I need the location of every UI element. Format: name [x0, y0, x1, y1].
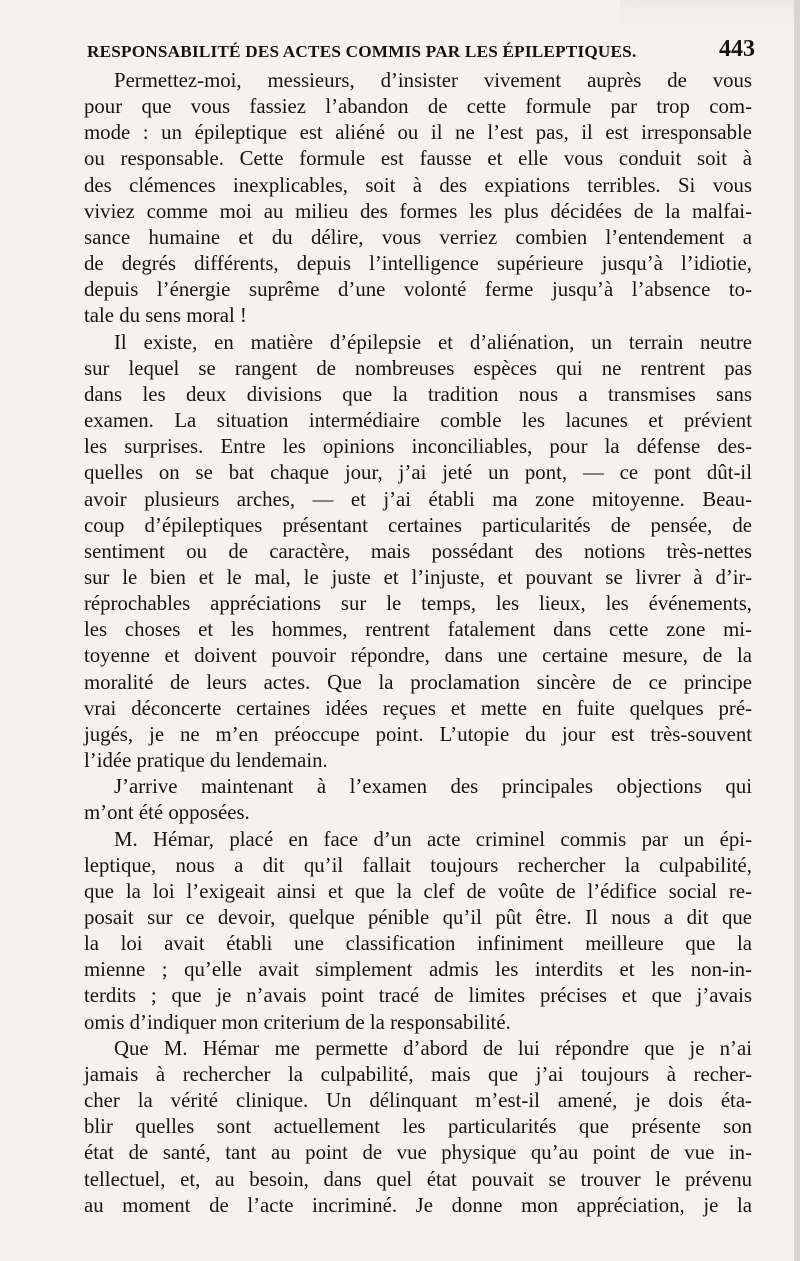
- text-line: examen. La situation intermédiaire comble les lacunes et prévient: [84, 409, 752, 433]
- text-line: coup d’épileptiques présentant certaines particularités de pensée, de: [84, 513, 752, 537]
- text-line: les choses et les hommes, rentrent fatalement dans cette zone mi-: [84, 618, 752, 642]
- text-line: blir quelles sont actuellement les particularités que présente son: [84, 1115, 752, 1139]
- text-line: quelles on se bat chaque jour, j’ai jeté un pont, — ce pont dût-il: [84, 461, 752, 485]
- text-line: vrai déconcerte certaines idées reçues et mette en fuite quelques pré-: [84, 696, 752, 720]
- text-line: sur lequel se rangent de nombreuses espèces qui ne rentrent pas: [84, 356, 752, 380]
- text-line: des clémences inexplicables, soit à des expiations terribles. Si vous: [84, 173, 752, 197]
- text-line: mienne ; qu’elle avait simplement admis les interdits et les non-in-: [84, 958, 752, 982]
- text-line: sur le bien et le mal, le juste et l’injuste, et pouvant se livrer à d’ir-: [84, 565, 752, 589]
- text-line: état de santé, tant au point de vue physique qu’au point de vue in-: [84, 1141, 752, 1165]
- text-line: omis d’indiquer mon criterium de la responsabilité.: [84, 1010, 511, 1034]
- text-line: sance humaine et du délire, vous verriez combien l’entendement a: [84, 225, 752, 249]
- text-line: terdits ; que je n’avais point tracé de limites précises et que j’avais: [84, 984, 752, 1008]
- text-line: de degrés différents, depuis l’intelligence supérieure jusqu’à l’idiotie,: [84, 252, 752, 276]
- text-line: tellectuel, et, au besoin, dans quel état pouvait se trouver le prévenu: [84, 1167, 752, 1191]
- text-line: Que M. Hémar me permette d’abord de lui répondre que je n’ai: [114, 1036, 752, 1060]
- text-line: réprochables appréciations sur le temps, les lieux, les événements,: [84, 592, 752, 616]
- text-line: Il existe, en matière d’épilepsie et d’aliénation, un terrain neutre: [114, 330, 752, 354]
- text-line: au moment de l’acte incriminé. Je donne mon appréciation, je la: [84, 1193, 752, 1217]
- text-line: tale du sens moral !: [84, 304, 247, 328]
- running-header: [87, 36, 755, 70]
- text-line: moralité de leurs actes. Que la proclamation sincère de ce principe: [84, 670, 752, 694]
- text-line: M. Hémar, placé en face d’un acte criminel commis par un épi-: [114, 827, 752, 851]
- body-text: [84, 68, 752, 1219]
- text-line: viviez comme moi au milieu des formes les plus décidées de la malfai-: [84, 199, 752, 223]
- text-line: leptique, nous a dit qu’il fallait toujours rechercher la culpabilité,: [84, 853, 752, 877]
- text-line: cher la vérité clinique. Un délinquant m’est-il amené, je dois éta-: [84, 1089, 752, 1113]
- text-line: Permettez-moi, messieurs, d’insister vivement auprès de vous: [114, 69, 752, 92]
- text-line: mode : un épileptique est aliéné ou il ne l’est pas, il est irresponsable: [84, 121, 752, 145]
- text-line: que la loi l’exigeait ainsi et que la clef de voûte de l’édifice social re-: [84, 879, 752, 903]
- page-edge: [794, 0, 800, 1261]
- text-line: m’ont été opposées.: [84, 801, 250, 825]
- running-title: RESPONSABILITÉ DES ACTES COMMIS PAR LES ÉPILEPTIQUES.: [87, 42, 637, 61]
- text-line: jamais à rechercher la culpabilité, mais que j’ai toujours à recher-: [84, 1062, 752, 1086]
- text-line: pour que vous fassiez l’abandon de cette formule par trop com-: [84, 95, 752, 119]
- text-line: l’idée pratique du lendemain.: [84, 749, 328, 773]
- text-line: sentiment ou de caractère, mais possédant des notions très-nettes: [84, 539, 752, 563]
- text-line: toyenne et doivent pouvoir répondre, dans une certaine mesure, de la: [84, 644, 752, 668]
- text-line: J’arrive maintenant à l’examen des principales objections qui: [114, 775, 752, 799]
- text-line: avoir plusieurs arches, — et j’ai établi ma zone mitoyenne. Beau-: [84, 487, 752, 511]
- show-through-shadow: [620, 0, 800, 30]
- text-line: la loi avait établi une classification infiniment meilleure que la: [84, 932, 752, 956]
- text-line: jugés, je ne m’en préoccupe point. L’utopie du jour est très-souvent: [84, 722, 752, 746]
- page-number: 443: [719, 36, 755, 62]
- text-line: posait sur ce devoir, quelque pénible qu’il pût être. Il nous a dit que: [84, 906, 752, 929]
- text-line: depuis l’énergie suprême d’une volonté ferme jusqu’à l’absence to-: [84, 278, 752, 302]
- text-line: ou responsable. Cette formule est fausse et elle vous conduit soit à: [84, 147, 752, 171]
- text-line: dans les deux divisions que la tradition nous a transmises sans: [84, 382, 752, 406]
- text-line: les surprises. Entre les opinions inconciliables, pour la défense des-: [84, 435, 752, 459]
